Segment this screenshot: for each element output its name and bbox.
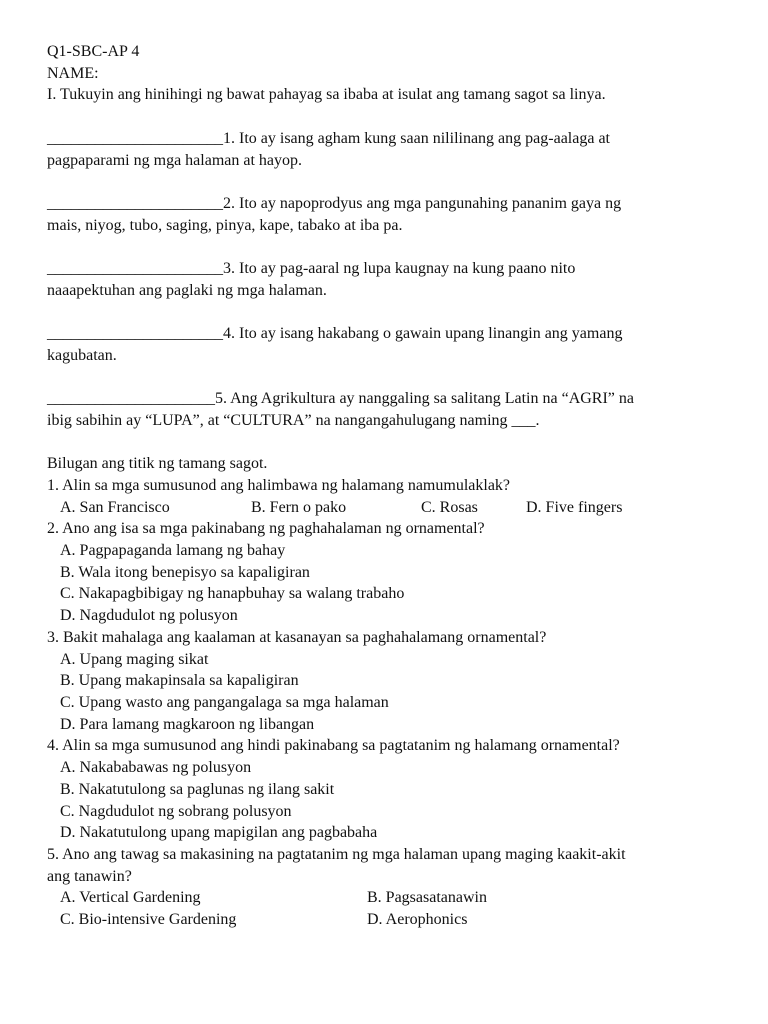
choice: C. Upang wasto ang pangangalaga sa mga halaman	[60, 694, 389, 711]
choice: B. Upang makapinsala sa kapaligiran	[60, 672, 299, 690]
choice: A. Pagpapaganda lamang ng bahay	[60, 542, 286, 560]
item-line: ibig sabihin ay “LUPA”, at “CULTURA” na nangangahulugang naming ___.	[47, 411, 540, 429]
question-text: 3. Bakit mahalaga ang kaalaman at kasanayan sa paghahalamang ornamental?	[47, 628, 547, 646]
question-5	[47, 844, 728, 931]
choice: D. Nakatutulong upang mapigilan ang pagbabaha	[60, 824, 378, 842]
choice: B. Pagsasatanawin	[367, 889, 487, 907]
question-4	[47, 735, 728, 844]
question-text: 5. Ano ang tawag sa makasining na pagtatanim ng mga halaman upang maging kaakit-akit	[47, 845, 626, 863]
item-line: kagubatan.	[47, 346, 117, 364]
choice: C. Rosas	[421, 498, 478, 516]
choice: B. Nakatutulong sa paglunas ng ilang sakit	[60, 780, 335, 798]
identification-item	[47, 193, 728, 236]
question-text: 4. Alin sa mga sumusunod ang hindi pakinabang sa pagtatanim ng halamang ornamental?	[47, 737, 620, 755]
question-text: 1. Alin sa mga sumusunod ang halimbawa ng halamang namumulaklak?	[47, 476, 511, 494]
choice: B. Fern o pako	[251, 498, 347, 516]
item-line: ______________________2. Ito ay napoprodyus ang mga pangunahing pananim gaya ng	[47, 194, 622, 212]
identification-item	[47, 323, 728, 366]
choice: C. Nagdudulot ng sobrang polusyon	[60, 802, 292, 820]
part2-instruction: Bilugan ang titik ng tamang sagot.	[47, 455, 268, 473]
choice: D. Aerophonics	[367, 911, 468, 929]
choice-row	[47, 909, 728, 931]
choice: D. Nagdudulot ng polusyon	[60, 607, 238, 625]
choice: D. Five fingers	[526, 498, 623, 516]
choice-row	[47, 887, 728, 909]
name-label: NAME:	[47, 64, 99, 82]
identification-item	[47, 258, 728, 301]
identification-item	[47, 128, 728, 171]
item-line: ______________________4. Ito ay isang hakabang o gawain upang linangin ang yamang	[47, 325, 623, 343]
choice: D. Para lamang magkaroon ng libangan	[60, 715, 315, 733]
choice: A. Upang maging sikat	[60, 650, 209, 668]
item-line: ______________________1. Ito ay isang agham kung saan nililinang ang pag-aalaga at	[47, 129, 610, 147]
choice-row	[47, 497, 728, 519]
question-2	[47, 518, 728, 627]
document-code: Q1-SBC-AP 4	[47, 43, 140, 60]
part1-instruction: I. Tukuyin ang hinihingi ng bawat pahayag sa ibaba at isulat ang tamang sagot sa linya.	[47, 86, 606, 104]
question-1	[47, 475, 728, 518]
choice: A. Vertical Gardening	[60, 889, 201, 907]
item-line: _____________________5. Ang Agrikultura ay nanggaling sa salitang Latin na “AGRI” na	[47, 390, 635, 408]
choice: C. Bio-intensive Gardening	[60, 911, 237, 929]
question-text: 2. Ano ang isa sa mga pakinabang ng paghahalaman ng ornamental?	[47, 520, 485, 538]
item-line: ______________________3. Ito ay pag-aaral ng lupa kaugnay na kung paano nito	[47, 259, 576, 277]
identification-item	[47, 388, 728, 431]
choice: A. Nakababawas ng polusyon	[60, 759, 252, 777]
choice: A. San Francisco	[60, 498, 170, 516]
item-line: pagpaparami ng mga halaman at hayop.	[47, 151, 303, 169]
question-text: ang tanawin?	[47, 867, 132, 885]
item-line: naaapektuhan ang paglaki ng mga halaman.	[47, 281, 327, 299]
question-3	[47, 627, 728, 736]
choice: B. Wala itong benepisyo sa kapaligiran	[60, 563, 310, 581]
choice: C. Nakapagbibigay ng hanapbuhay sa walang trabaho	[60, 585, 405, 603]
item-line: mais, niyog, tubo, saging, pinya, kape, tabako at iba pa.	[47, 216, 403, 234]
